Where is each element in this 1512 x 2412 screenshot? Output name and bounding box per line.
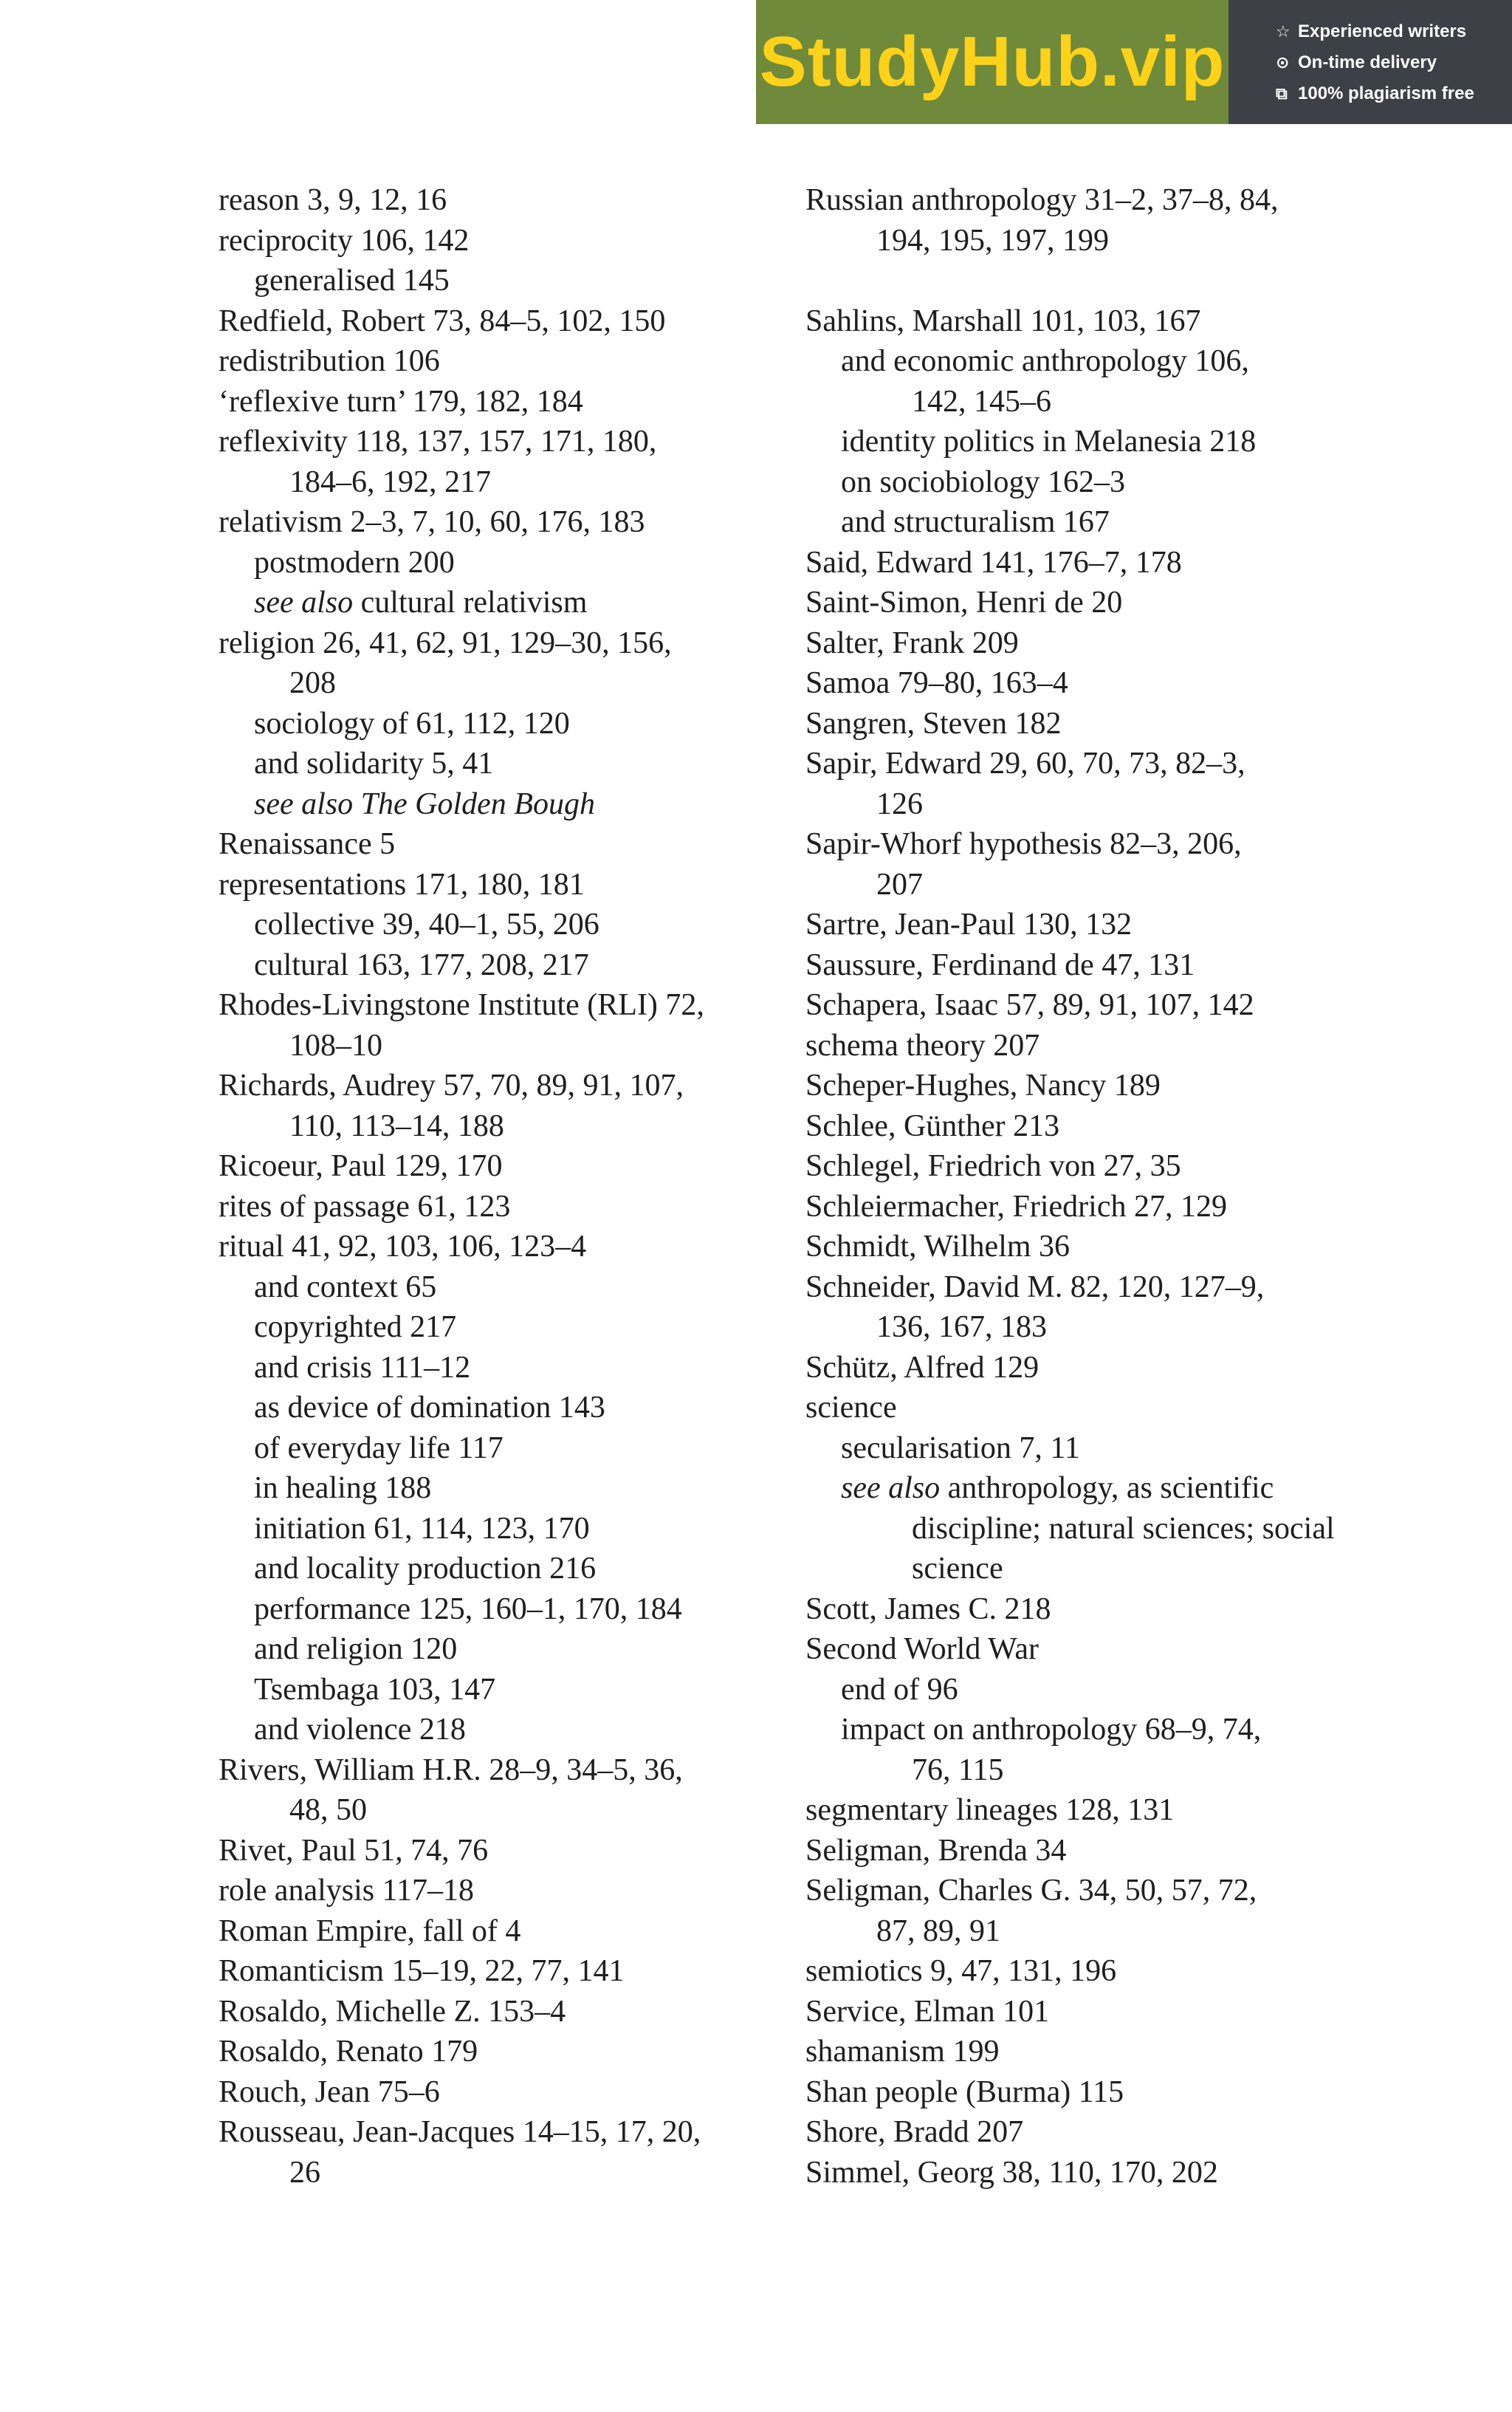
index-entry	[805, 1026, 1367, 1066]
index-subentry	[219, 1710, 780, 1750]
entry-text: Seligman, Charles G. 34, 50, 57, 72,	[805, 1874, 1257, 1908]
entry-continuation: 207	[876, 867, 923, 902]
entry-text: shamanism 199	[805, 2035, 1000, 2069]
entry-text: Samoa 79–80, 163–4	[805, 666, 1068, 700]
index-subentry	[805, 1670, 1367, 1710]
entry-continuation: 108–10	[289, 1028, 382, 1063]
entry-text: copyrighted 217	[254, 1310, 457, 1344]
index-entry	[805, 1066, 1367, 1106]
entry-text: rites of passage 61, 123	[219, 1189, 511, 1224]
entry-continuation: 126	[876, 787, 923, 821]
entry-text: on sociobiology 162–3	[841, 465, 1125, 499]
entry-text: secularisation 7, 11	[841, 1431, 1080, 1465]
index-entry	[219, 1227, 780, 1267]
index-subentry	[219, 1428, 780, 1469]
entry-text: Schütz, Alfred 129	[805, 1350, 1040, 1385]
index-subentry	[805, 1468, 1367, 1589]
feature-label: 100% plagiarism free	[1298, 83, 1474, 103]
index-subentry	[805, 422, 1367, 462]
see-also-label: see also	[841, 1471, 941, 1505]
index-entry	[219, 301, 780, 342]
entry-title-italic: The Golden Bough	[360, 787, 595, 821]
index-entry	[805, 623, 1367, 664]
entry-text: impact on anthropology 68–9, 74,	[841, 1713, 1262, 1747]
banner-features	[1228, 0, 1512, 124]
index-subentry	[219, 1348, 780, 1388]
index-subentry	[805, 502, 1367, 543]
entry-text: Schapera, Isaac 57, 89, 91, 107, 142	[805, 988, 1254, 1022]
see-also-label: see also	[254, 586, 354, 620]
index-subentry	[219, 1549, 780, 1589]
index-entry	[219, 865, 780, 905]
index-entry	[219, 1750, 780, 1831]
index-entry	[805, 1589, 1367, 1630]
index-subentry	[219, 1388, 780, 1428]
index-entry	[219, 180, 780, 221]
index-subentry	[219, 261, 780, 301]
index-entry	[219, 1992, 780, 2032]
entry-continuation: 76, 115	[912, 1753, 1004, 1787]
index-entry	[219, 623, 780, 704]
index-entry	[805, 1871, 1367, 1951]
entry-text: Service, Elman 101	[805, 1994, 1050, 2029]
index-entry	[219, 2112, 780, 2193]
entry-text: and crisis 111–12	[254, 1350, 471, 1385]
entry-text: cultural 163, 177, 208, 217	[254, 948, 589, 982]
entry-text: Rivers, William H.R. 28–9, 34–5, 36,	[219, 1753, 683, 1787]
entry-text: reflexivity 118, 137, 157, 171, 180,	[219, 425, 657, 459]
index-entry	[219, 1951, 780, 1992]
entry-text: Rivet, Paul 51, 74, 76	[219, 1833, 489, 1868]
entry-text: and structuralism 167	[841, 505, 1110, 539]
index-entry	[219, 1871, 780, 1911]
entry-text: Salter, Frank 209	[805, 626, 1019, 660]
clock-icon: ⊙	[1276, 53, 1290, 72]
entry-text: Schlegel, Friedrich von 27, 35	[805, 1149, 1181, 1183]
see-also-label: see also	[254, 787, 354, 821]
entry-text: semiotics 9, 47, 131, 196	[805, 1954, 1117, 1988]
entry-text: Schmidt, Wilhelm 36	[805, 1230, 1071, 1264]
entry-text: collective 39, 40–1, 55, 206	[254, 908, 599, 942]
index-entry	[219, 221, 780, 261]
index-subentry	[219, 1670, 780, 1710]
index-entry	[805, 1831, 1367, 1871]
feature-on-time-delivery	[1276, 47, 1512, 78]
entry-text: segmentary lineages 128, 131	[805, 1793, 1175, 1827]
entry-text	[353, 787, 361, 821]
entry-text: of everyday life 117	[254, 1431, 504, 1465]
index-subentry	[805, 1710, 1367, 1790]
feature-label: Experienced writers	[1298, 21, 1467, 41]
entry-text: Saussure, Ferdinand de 47, 131	[805, 948, 1195, 982]
index-entry	[219, 985, 780, 1066]
index-column-left	[219, 180, 780, 2193]
entry-text: and context 65	[254, 1270, 437, 1304]
index-subentry	[219, 1589, 780, 1630]
entry-text: Saint-Simon, Henri de 20	[805, 586, 1123, 620]
index-entry	[805, 1629, 1367, 1670]
entry-text: representations 171, 180, 181	[219, 867, 585, 902]
entry-text: Sahlins, Marshall 101, 103, 167	[805, 304, 1201, 338]
index-subentry	[219, 784, 780, 825]
entry-text: Scott, James C. 218	[805, 1592, 1051, 1626]
entry-text: redistribution 106	[219, 344, 440, 378]
entry-continuation: 136, 167, 183	[876, 1310, 1047, 1344]
entry-text: sociology of 61, 112, 120	[254, 706, 570, 741]
ad-banner[interactable]	[756, 0, 1512, 124]
index-entry	[219, 502, 780, 543]
entry-text: religion 26, 41, 62, 91, 129–30, 156,	[219, 626, 672, 660]
entry-text: performance 125, 160–1, 170, 184	[254, 1592, 682, 1626]
index-entry	[805, 301, 1367, 342]
index-entry	[805, 985, 1367, 1026]
entry-text: Renaissance 5	[219, 827, 396, 861]
entry-text: Romanticism 15–19, 22, 77, 141	[219, 1954, 625, 1988]
index-entry	[805, 1388, 1367, 1428]
index-subentry	[219, 543, 780, 583]
index-entry	[805, 543, 1367, 583]
index-subentry	[219, 704, 780, 744]
entry-text: schema theory 207	[805, 1028, 1040, 1063]
index-entry	[805, 1992, 1367, 2032]
index-entry	[219, 341, 780, 382]
entry-text: relativism 2–3, 7, 10, 60, 176, 183	[219, 505, 645, 539]
index-subentry	[219, 744, 780, 784]
entry-text: reason 3, 9, 12, 16	[219, 183, 447, 217]
entry-text: initiation 61, 114, 123, 170	[254, 1511, 590, 1546]
entry-text: and violence 218	[254, 1713, 466, 1747]
index-entry	[219, 1187, 780, 1227]
feature-experienced-writers	[1276, 16, 1512, 47]
entry-text: Second World War	[805, 1632, 1039, 1666]
entry-continuation: 194, 195, 197, 199	[876, 223, 1109, 258]
entry-text: postmodern 200	[254, 545, 455, 580]
entry-text: ritual 41, 92, 103, 106, 123–4	[219, 1230, 587, 1264]
index-subentry	[219, 583, 780, 623]
index-entry	[805, 2032, 1367, 2072]
index-subentry	[805, 341, 1367, 422]
entry-text: Simmel, Georg 38, 110, 170, 202	[805, 2155, 1218, 2190]
index-subentry	[219, 905, 780, 945]
entry-text: Russian anthropology 31–2, 37–8, 84,	[805, 183, 1279, 217]
index-entry	[219, 422, 780, 502]
entry-text: Roman Empire, fall of 4	[219, 1914, 521, 1948]
entry-text: Redfield, Robert 73, 84–5, 102, 150	[219, 304, 666, 338]
entry-text: Scheper-Hughes, Nancy 189	[805, 1069, 1161, 1103]
index-entry	[805, 663, 1367, 704]
index-entry	[219, 1831, 780, 1871]
entry-text: Shan people (Burma) 115	[805, 2074, 1124, 2109]
entry-text: end of 96	[841, 1672, 958, 1707]
entry-text: Seligman, Brenda 34	[805, 1833, 1067, 1868]
entry-continuation: 142, 145–6	[912, 384, 1051, 419]
index-column-right	[805, 180, 1367, 2193]
entry-text: and locality production 216	[254, 1552, 597, 1586]
entry-text: Tsembaga 103, 147	[254, 1672, 496, 1707]
index-entry	[805, 1227, 1367, 1267]
entry-text: Rhodes-Livingstone Institute (RLI) 72,	[219, 988, 704, 1022]
index-subentry	[219, 1267, 780, 1308]
index-subentry	[219, 1468, 780, 1509]
entry-text: cultural relativism	[353, 586, 588, 620]
entry-text: identity politics in Melanesia 218	[841, 425, 1257, 459]
index-entry	[219, 824, 780, 865]
entry-text: Rosaldo, Michelle Z. 153–4	[219, 1994, 566, 2029]
index-subentry	[219, 945, 780, 986]
index-entry	[805, 2112, 1367, 2153]
studyhub-logo[interactable]	[756, 0, 1228, 124]
index-entry	[805, 1348, 1367, 1388]
entry-continuation: 48, 50	[289, 1793, 367, 1827]
index-entry	[805, 824, 1367, 905]
index-entry	[805, 1187, 1367, 1227]
entry-text: in healing 188	[254, 1471, 432, 1505]
entry-text: Sartre, Jean-Paul 130, 132	[805, 908, 1133, 942]
index-entry	[805, 2153, 1367, 2193]
index-entry	[805, 1267, 1367, 1348]
entry-text: Rousseau, Jean-Jacques 14–15, 17, 20,	[219, 2115, 701, 2149]
index-entry	[805, 744, 1367, 824]
entry-text: and economic anthropology 106,	[841, 344, 1249, 378]
entry-continuation: science	[912, 1552, 1003, 1586]
entry-text: Sapir, Edward 29, 60, 70, 73, 82–3,	[805, 747, 1245, 781]
copy-icon: ⧉	[1276, 84, 1288, 103]
entry-text: generalised 145	[254, 264, 450, 298]
index-entry	[805, 1790, 1367, 1831]
index-entry	[805, 905, 1367, 945]
index-subentry	[219, 1629, 780, 1670]
entry-continuation: 26	[289, 2155, 320, 2190]
index-subentry	[805, 462, 1367, 503]
index-entry	[219, 1911, 780, 1952]
entry-text: anthropology, as scientific	[940, 1471, 1274, 1505]
entry-text: Schneider, David M. 82, 120, 127–9,	[805, 1270, 1265, 1304]
index-entry	[805, 1106, 1367, 1147]
index-subentry	[219, 1509, 780, 1549]
entry-text: Ricoeur, Paul 129, 170	[219, 1149, 503, 1183]
index-entry	[805, 180, 1367, 261]
entry-text: and solidarity 5, 41	[254, 747, 494, 781]
entry-text: Schlee, Günther 213	[805, 1109, 1060, 1143]
feature-plagiarism-free	[1276, 78, 1512, 109]
entry-text: ‘reflexive turn’ 179, 182, 184	[219, 384, 583, 419]
entry-text: and religion 120	[254, 1632, 458, 1666]
entry-text: Rouch, Jean 75–6	[219, 2074, 440, 2109]
entry-text: as device of domination 143	[254, 1391, 605, 1425]
index-entry	[219, 382, 780, 422]
entry-text: Sapir-Whorf hypothesis 82–3, 206,	[805, 827, 1242, 861]
entry-continuation: 208	[289, 666, 336, 700]
entry-continuation: discipline; natural sciences; social	[912, 1511, 1335, 1546]
index-entry	[805, 1951, 1367, 1992]
entry-continuation: 87, 89, 91	[876, 1914, 1000, 1948]
index-subentry	[805, 1428, 1367, 1469]
entry-text: role analysis 117–18	[219, 1874, 475, 1908]
entry-text: Richards, Audrey 57, 70, 89, 91, 107,	[219, 1069, 684, 1103]
entry-text: Shore, Bradd 207	[805, 2115, 1024, 2149]
entry-text: Rosaldo, Renato 179	[219, 2035, 478, 2069]
index-entry	[805, 583, 1367, 623]
entry-text: reciprocity 106, 142	[219, 223, 470, 258]
logo-text: StudyHub.vip	[759, 22, 1226, 101]
index-subentry	[219, 1307, 780, 1348]
star-icon: ☆	[1276, 22, 1291, 41]
entry-text: Sangren, Steven 182	[805, 706, 1062, 741]
entry-text: Schleiermacher, Friedrich 27, 129	[805, 1189, 1227, 1224]
entry-text: Said, Edward 141, 176–7, 178	[805, 545, 1182, 580]
feature-label: On-time delivery	[1298, 52, 1437, 72]
index-entry	[805, 2072, 1367, 2113]
index-entry	[805, 704, 1367, 744]
index-entry	[219, 2072, 780, 2113]
index-entry	[805, 945, 1367, 986]
entry-continuation: 184–6, 192, 217	[289, 465, 491, 499]
entry-text: science	[805, 1391, 897, 1425]
index-entry	[805, 1146, 1367, 1187]
index-entry	[219, 1066, 780, 1146]
entry-continuation: 110, 113–14, 188	[289, 1109, 504, 1143]
index-entry	[219, 2032, 780, 2072]
index-entry	[219, 1146, 780, 1187]
